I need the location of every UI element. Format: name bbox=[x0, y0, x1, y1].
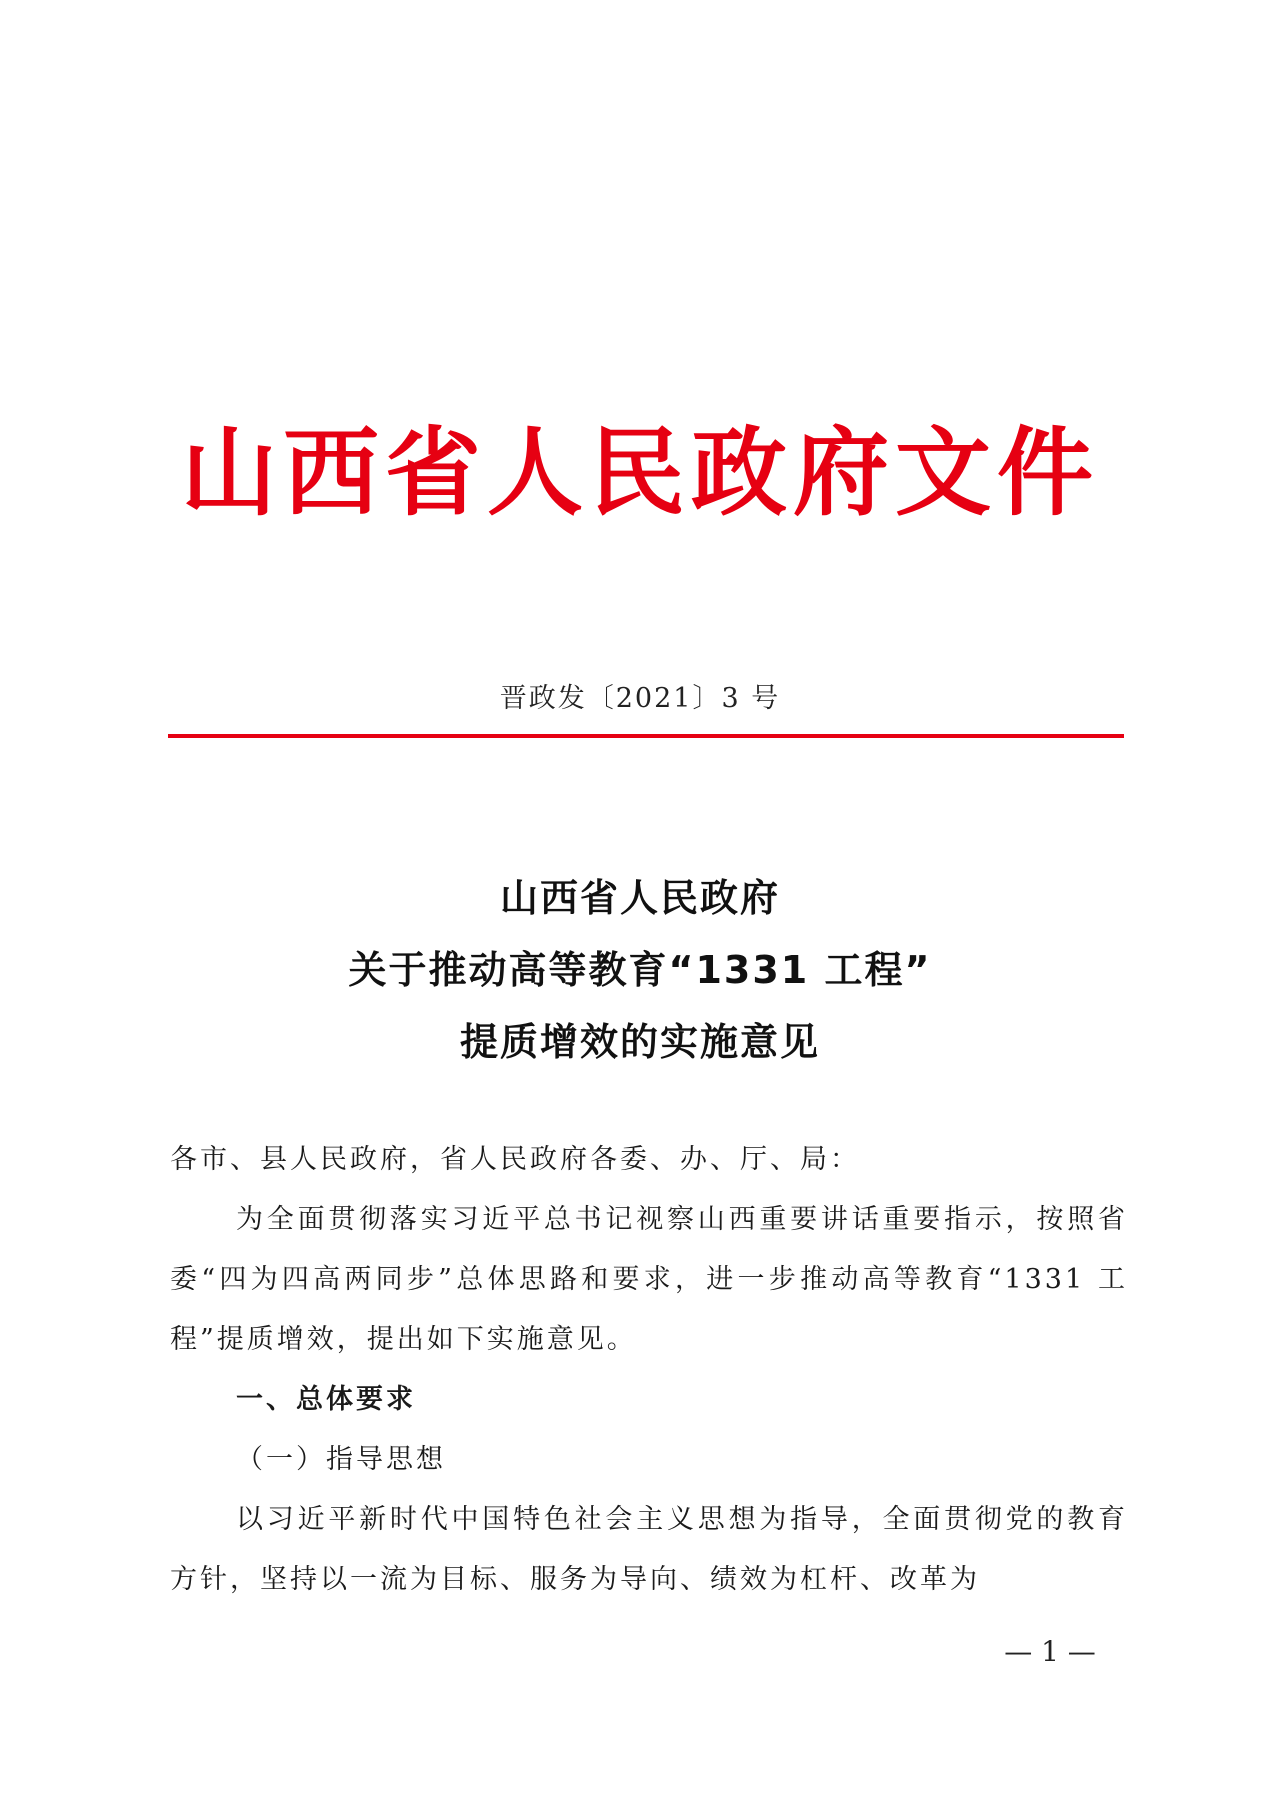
title-line-1: 山西省人民政府 bbox=[499, 876, 780, 920]
red-separator-rule bbox=[168, 734, 1124, 738]
body-paragraph: 以习近平新时代中国特色社会主义思想为指导，全面贯彻党的教育方针，坚持以一流为目标、服务为导向、绩效为杠杆、改革为 bbox=[170, 1504, 1128, 1595]
subsection-heading: （一）指导思想 bbox=[236, 1444, 446, 1475]
document-number: 晋政发〔2021〕3 号 bbox=[499, 683, 781, 714]
intro-paragraph: 为全面贯彻落实习近平总书记视察山西重要讲话重要指示，按照省委“四为四高两同步”总体思路和要求，进一步推动高等教育“1331 工程”提质增效，提出如下实施意见。 bbox=[170, 1204, 1128, 1355]
document-masthead: 山西省人民政府文件 bbox=[181, 416, 1099, 529]
title-line-3: 提质增效的实施意见 bbox=[459, 1020, 820, 1064]
document-body bbox=[170, 1130, 1128, 1610]
section-heading: 一、总体要求 bbox=[236, 1384, 416, 1415]
title-line-2: 关于推动高等教育“1331 工程” bbox=[348, 948, 932, 992]
addressee-line: 各市、县人民政府，省人民政府各委、办、厅、局： bbox=[170, 1144, 860, 1175]
document-title bbox=[150, 862, 1130, 1078]
page-number: — 1 — bbox=[1004, 1635, 1096, 1668]
